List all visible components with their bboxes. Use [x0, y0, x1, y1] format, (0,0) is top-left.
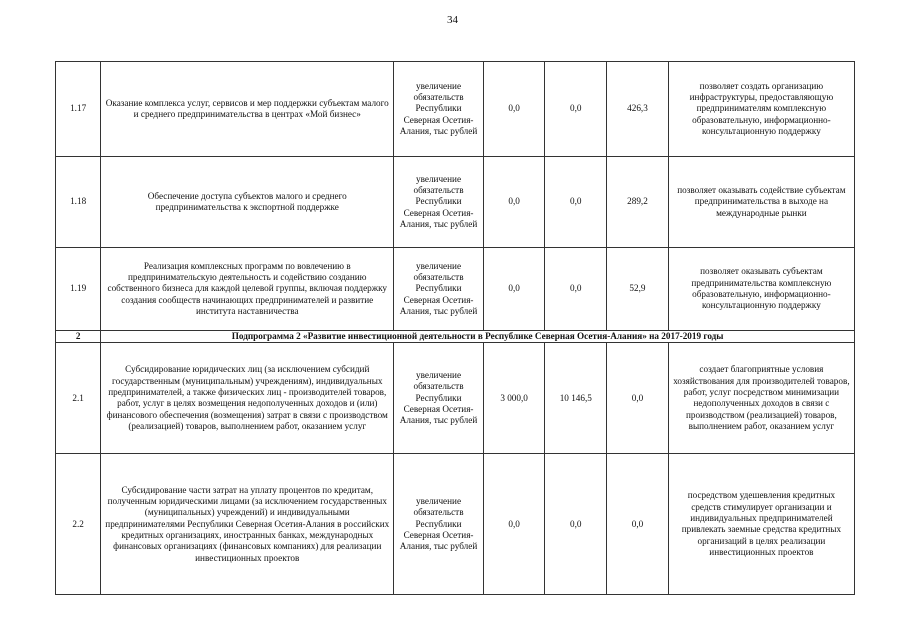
value-2018: 10 146,5	[545, 343, 607, 454]
value-2018: 0,0	[545, 62, 607, 157]
indicator-cell: увеличение обязательств Республики Северная Осетия-Алания, тыс рублей	[394, 157, 483, 248]
row-number: 2.2	[56, 454, 101, 595]
value-2019: 289,2	[607, 157, 669, 248]
table-row-1-19	[56, 248, 855, 331]
value-2019: 426,3	[607, 62, 669, 157]
expected-result: создает благоприятные условия хозяйствования для производителей товаров, работ, услуг посредством минимизации недополученных доходов в связи с производством (реализацией) товаров, выполнением работ, оказанием услуг	[668, 343, 854, 454]
table-row-2-2	[56, 454, 855, 595]
value-2019: 0,0	[607, 343, 669, 454]
measure-description: Обеспечение доступа субъектов малого и среднего предпринимательства к экспортной поддержке	[101, 157, 394, 248]
value-2017: 0,0	[483, 454, 545, 595]
row-number: 2.1	[56, 343, 101, 454]
expected-result: позволяет оказывать субъектам предпринимательства комплексную образовательную, информационно-консультационную поддержку	[668, 248, 854, 331]
row-number: 1.18	[56, 157, 101, 248]
row-number: 1.19	[56, 248, 101, 331]
program-measures-table	[55, 61, 855, 595]
measure-description: Оказание комплекса услуг, сервисов и мер поддержки субъектам малого и среднего предпринимательства в центрах «Мой бизнес»	[101, 62, 394, 157]
subprogram-title: Подпрограмма 2 «Развитие инвестиционной деятельности в Республике Северная Осетия-Алания» на 2017-2019 годы	[101, 331, 855, 343]
indicator-cell: увеличение обязательств Республики Северная Осетия-Алания, тыс рублей	[394, 248, 483, 331]
value-2018: 0,0	[545, 454, 607, 595]
indicator-cell: увеличение обязательств Республики Северная Осетия-Алания, тыс рублей	[394, 343, 483, 454]
value-2017: 0,0	[483, 157, 545, 248]
table-row-1-18	[56, 157, 855, 248]
table-row-2-1	[56, 343, 855, 454]
value-2017: 3 000,0	[483, 343, 545, 454]
section-number: 2	[56, 331, 101, 343]
value-2018: 0,0	[545, 157, 607, 248]
page-number: 34	[447, 14, 458, 26]
value-2019: 0,0	[607, 454, 669, 595]
table-row-1-17	[56, 62, 855, 157]
row-number: 1.17	[56, 62, 101, 157]
subprogram-header-row	[56, 331, 855, 343]
value-2018: 0,0	[545, 248, 607, 331]
value-2019: 52,9	[607, 248, 669, 331]
measure-description: Субсидирование части затрат на уплату процентов по кредитам, полученным юридическими лицами (за исключением государственных (муниципальных) учреждений) и индивидуальными предпринимателями Республики Северная Осетия-Алания в российских кредитных организациях, иностранных банках, международных финансовых организациях (финансовых компаниях) для реализации инвестиционных проектов	[101, 454, 394, 595]
value-2017: 0,0	[483, 62, 545, 157]
value-2017: 0,0	[483, 248, 545, 331]
measure-description: Реализация комплексных программ по вовлечению в предпринимательскую деятельность и содействию созданию собственного бизнеса для каждой целевой группы, включая поддержку создания сообществ начинающих предпринимателей и развитие института наставничества	[101, 248, 394, 331]
indicator-cell: увеличение обязательств Республики Северная Осетия-Алания, тыс рублей	[394, 454, 483, 595]
measure-description: Субсидирование юридических лиц (за исключением субсидий государственным (муниципальным) учреждениям), индивидуальных предпринимателей, а также физических лиц - производителей товаров, работ, услуг в целях возмещения недополученных доходов и (или) финансового обеспечения (возмещения) затрат в связи с производством (реализацией) товаров, выполнением работ, оказанием услуг	[101, 343, 394, 454]
expected-result: позволяет создать организацию инфраструктуры, предоставляющую предпринимателям комплексную образовательную, информационно-консультационную поддержку	[668, 62, 854, 157]
expected-result: позволяет оказывать содействие субъектам предпринимательства в выходе на международные рынки	[668, 157, 854, 248]
indicator-cell: увеличение обязательств Республики Северная Осетия-Алания, тыс рублей	[394, 62, 483, 157]
expected-result: посредством удешевления кредитных средств стимулирует организации и индивидуальных предпринимателей привлекать заемные средства кредитных организаций в целях реализации инвестиционных проектов	[668, 454, 854, 595]
